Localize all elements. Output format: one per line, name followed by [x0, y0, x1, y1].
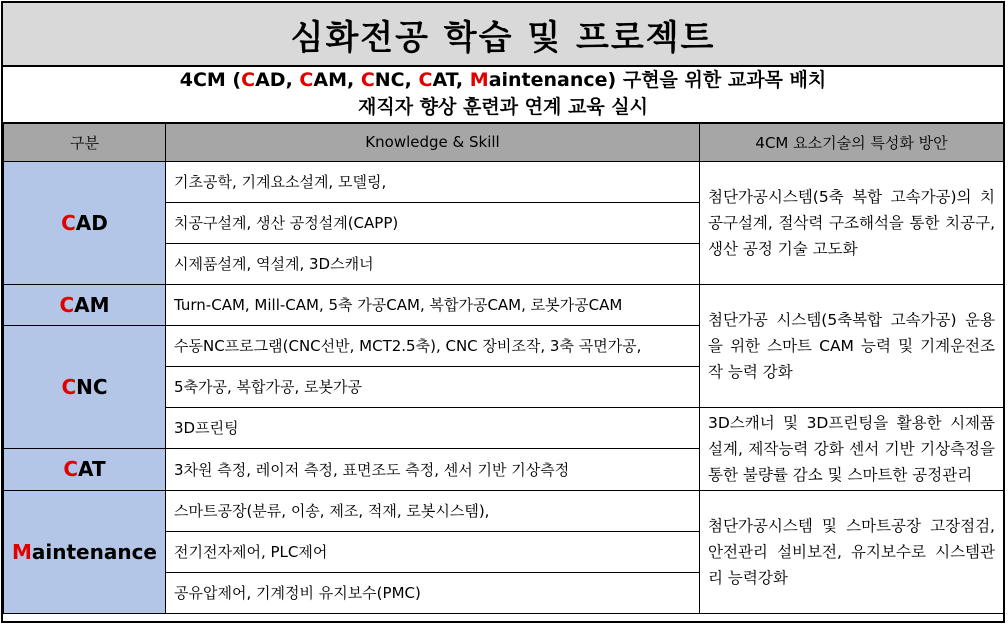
subtitle-suffix: ) 구현을 위한 교과목 배치: [607, 68, 827, 91]
category-accent: C: [63, 457, 79, 482]
header-category: 구분: [4, 123, 166, 161]
header-knowledge-skill: Knowledge & Skill: [166, 123, 700, 161]
subtitle-rest: aintenance: [488, 68, 608, 91]
subtitle-accent: M: [469, 68, 489, 91]
subtitle-separator: ,: [346, 68, 361, 91]
header-strategy: 4CM 요소기술의 특성화 방안: [700, 123, 1004, 161]
skill-cell: 기초공학, 기계요소설계, 모델링,: [166, 161, 700, 202]
category-rest: AM: [74, 292, 110, 317]
category-rest: AT: [78, 457, 106, 482]
skill-cell: 수동NC프로그램(CNC선반, MCT2.5축), CNC 장비조작, 3축 곡면가공,: [166, 325, 700, 366]
category-maintenance: [4, 490, 166, 613]
category-cad: [4, 161, 166, 284]
category-cat: [4, 449, 166, 491]
subtitle-line-1: [180, 67, 826, 94]
skill-cell: 5축가공, 복합가공, 로봇가공: [166, 366, 700, 407]
subtitle-item-maintenance: [470, 69, 608, 91]
strategy-maintenance: 첨단가공시스템 및 스마트공장 고장점검, 안전관리 설비보전, 유지보수로 시스템관리 능력강화: [700, 490, 1004, 613]
skill-cell: 스마트공장(분류, 이송, 제조, 적재, 로봇시스템),: [166, 490, 700, 531]
strategy-cad: 첨단가공시스템(5축 복합 고속가공)의 치공구설계, 절삭력 구조해석을 통한 치공구, 생산 공정 기술 고도화: [700, 161, 1004, 284]
subtitle-separator: ,: [455, 68, 470, 91]
skill-cell: 3차원 측정, 레이저 측정, 표면조도 측정, 센서 기반 기상측정: [166, 449, 700, 491]
category-cam: [4, 284, 166, 325]
skill-cell: 치공구설계, 생산 공정설계(CAPP): [166, 202, 700, 243]
table-row: [4, 284, 1004, 325]
subtitle-item-cnc: [361, 69, 405, 91]
curriculum-frame: [1, 1, 1005, 623]
subtitle-rest: AM: [313, 68, 347, 91]
subtitle-line-2: 재직자 향상 훈련과 연계 교육 실시: [357, 95, 649, 118]
category-rest: AD: [75, 210, 108, 235]
subtitle-rest: NC: [374, 68, 405, 91]
strategy-3d-cat: 3D스캐너 및 3D프린팅을 활용한 시제품설계, 제작능력 강화 센서 기반 기상측정을 통한 불량률 감소 및 스마트한 공정관리: [700, 407, 1004, 490]
subtitle-rest: AD: [255, 68, 286, 91]
category-accent: C: [59, 292, 75, 317]
table-row: [4, 161, 1004, 202]
subtitle-accent: C: [241, 68, 256, 91]
skill-cell: 공유압제어, 기계정비 유지보수(PMC): [166, 572, 700, 613]
skill-cell: Turn-CAM, Mill-CAM, 5축 가공CAM, 복합가공CAM, 로봇가공CAM: [166, 284, 700, 325]
subtitle-item-cad: [241, 69, 285, 91]
subtitle-item-cat: [418, 69, 455, 91]
subtitle-prefix: 4CM (: [179, 68, 242, 91]
category-accent: C: [61, 374, 77, 399]
subtitle-separator: ,: [404, 68, 419, 91]
skill-cell: 시제품설계, 역설계, 3D스캐너: [166, 243, 700, 284]
category-cnc: [4, 325, 166, 449]
subtitle: [3, 65, 1003, 122]
table-row: [4, 490, 1004, 531]
category-accent: M: [11, 539, 32, 564]
subtitle-accent: C: [299, 68, 314, 91]
category-rest: aintenance: [31, 539, 157, 564]
curriculum-table: [3, 122, 1004, 614]
skill-cell: 3D프린팅: [166, 407, 700, 449]
skill-cell: 전기전자제어, PLC제어: [166, 531, 700, 572]
category-accent: C: [61, 210, 76, 235]
subtitle-accent: C: [418, 68, 433, 91]
subtitle-accent: C: [360, 68, 375, 91]
strategy-cam-cnc: 첨단가공 시스템(5축복합 고속가공) 운용을 위한 스마트 CAM 능력 및 기계운전조작 능력 강화: [700, 284, 1004, 407]
subtitle-rest: AT: [432, 68, 456, 91]
table-header-row: [4, 123, 1004, 161]
subtitle-separator: ,: [285, 68, 300, 91]
subtitle-item-cam: [299, 69, 347, 91]
category-rest: NC: [76, 374, 108, 399]
page-title: 심화전공 학습 및 프로젝트: [3, 3, 1003, 67]
